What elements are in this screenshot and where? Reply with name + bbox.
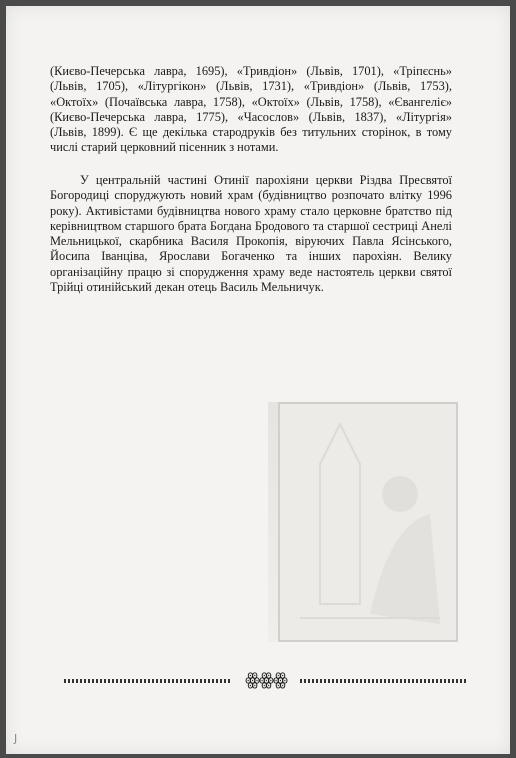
ornament-glyph: ꙮꙮꙮ <box>245 670 287 690</box>
ornament-divider <box>64 670 468 690</box>
ornament-left-line <box>64 679 232 683</box>
bleed-through-column <box>268 402 278 642</box>
bleed-through-photo <box>278 402 458 642</box>
ornament-right-line <box>300 679 468 683</box>
paragraph-main: У центральній частині Отинії парохіяни церкви Різдва Пресвятої Богородиці споруджують новий храм (будівництво розпочато влітку 1996 року). Активістами будівництва нового храму стало церковне братство під керівництвом старшого брата Богдана Бродового та старшої сестриці Анелі Мельницької, скарбника Василя Прокопія, віруючих Павла Ясінського, Йосипа Іванціва, Ярослави Богаченко та інших парохіян. Велику організаційну працю зі спорудження храму веде настоятель церкви святої Трійці отинійський декан отець Василь Мельничук. <box>50 173 452 295</box>
paragraph-top: (Києво-Печерська лавра, 1695), «Тривдіон» (Львів, 1701), «Тріпєснь» (Львів, 1705), «Літургікон» (Львів, 1731), «Тривдіон» (Львів, 1753), «Октоїх» (Почаївська лавра, 1758), «Октоїх» (Львів, 1758), «Євангеліє» (Києво-Печерська лавра, 1775), «Часослов» (Львів, 1837), «Літургія» (Львів, 1899). Є ще декілька стародруків без титульних сторінок, в тому числі старий церковний пісенник з нотами. <box>50 64 452 155</box>
edge-mark: J <box>14 732 18 745</box>
document-page <box>6 6 510 754</box>
bleed-through-illustration <box>280 404 452 636</box>
